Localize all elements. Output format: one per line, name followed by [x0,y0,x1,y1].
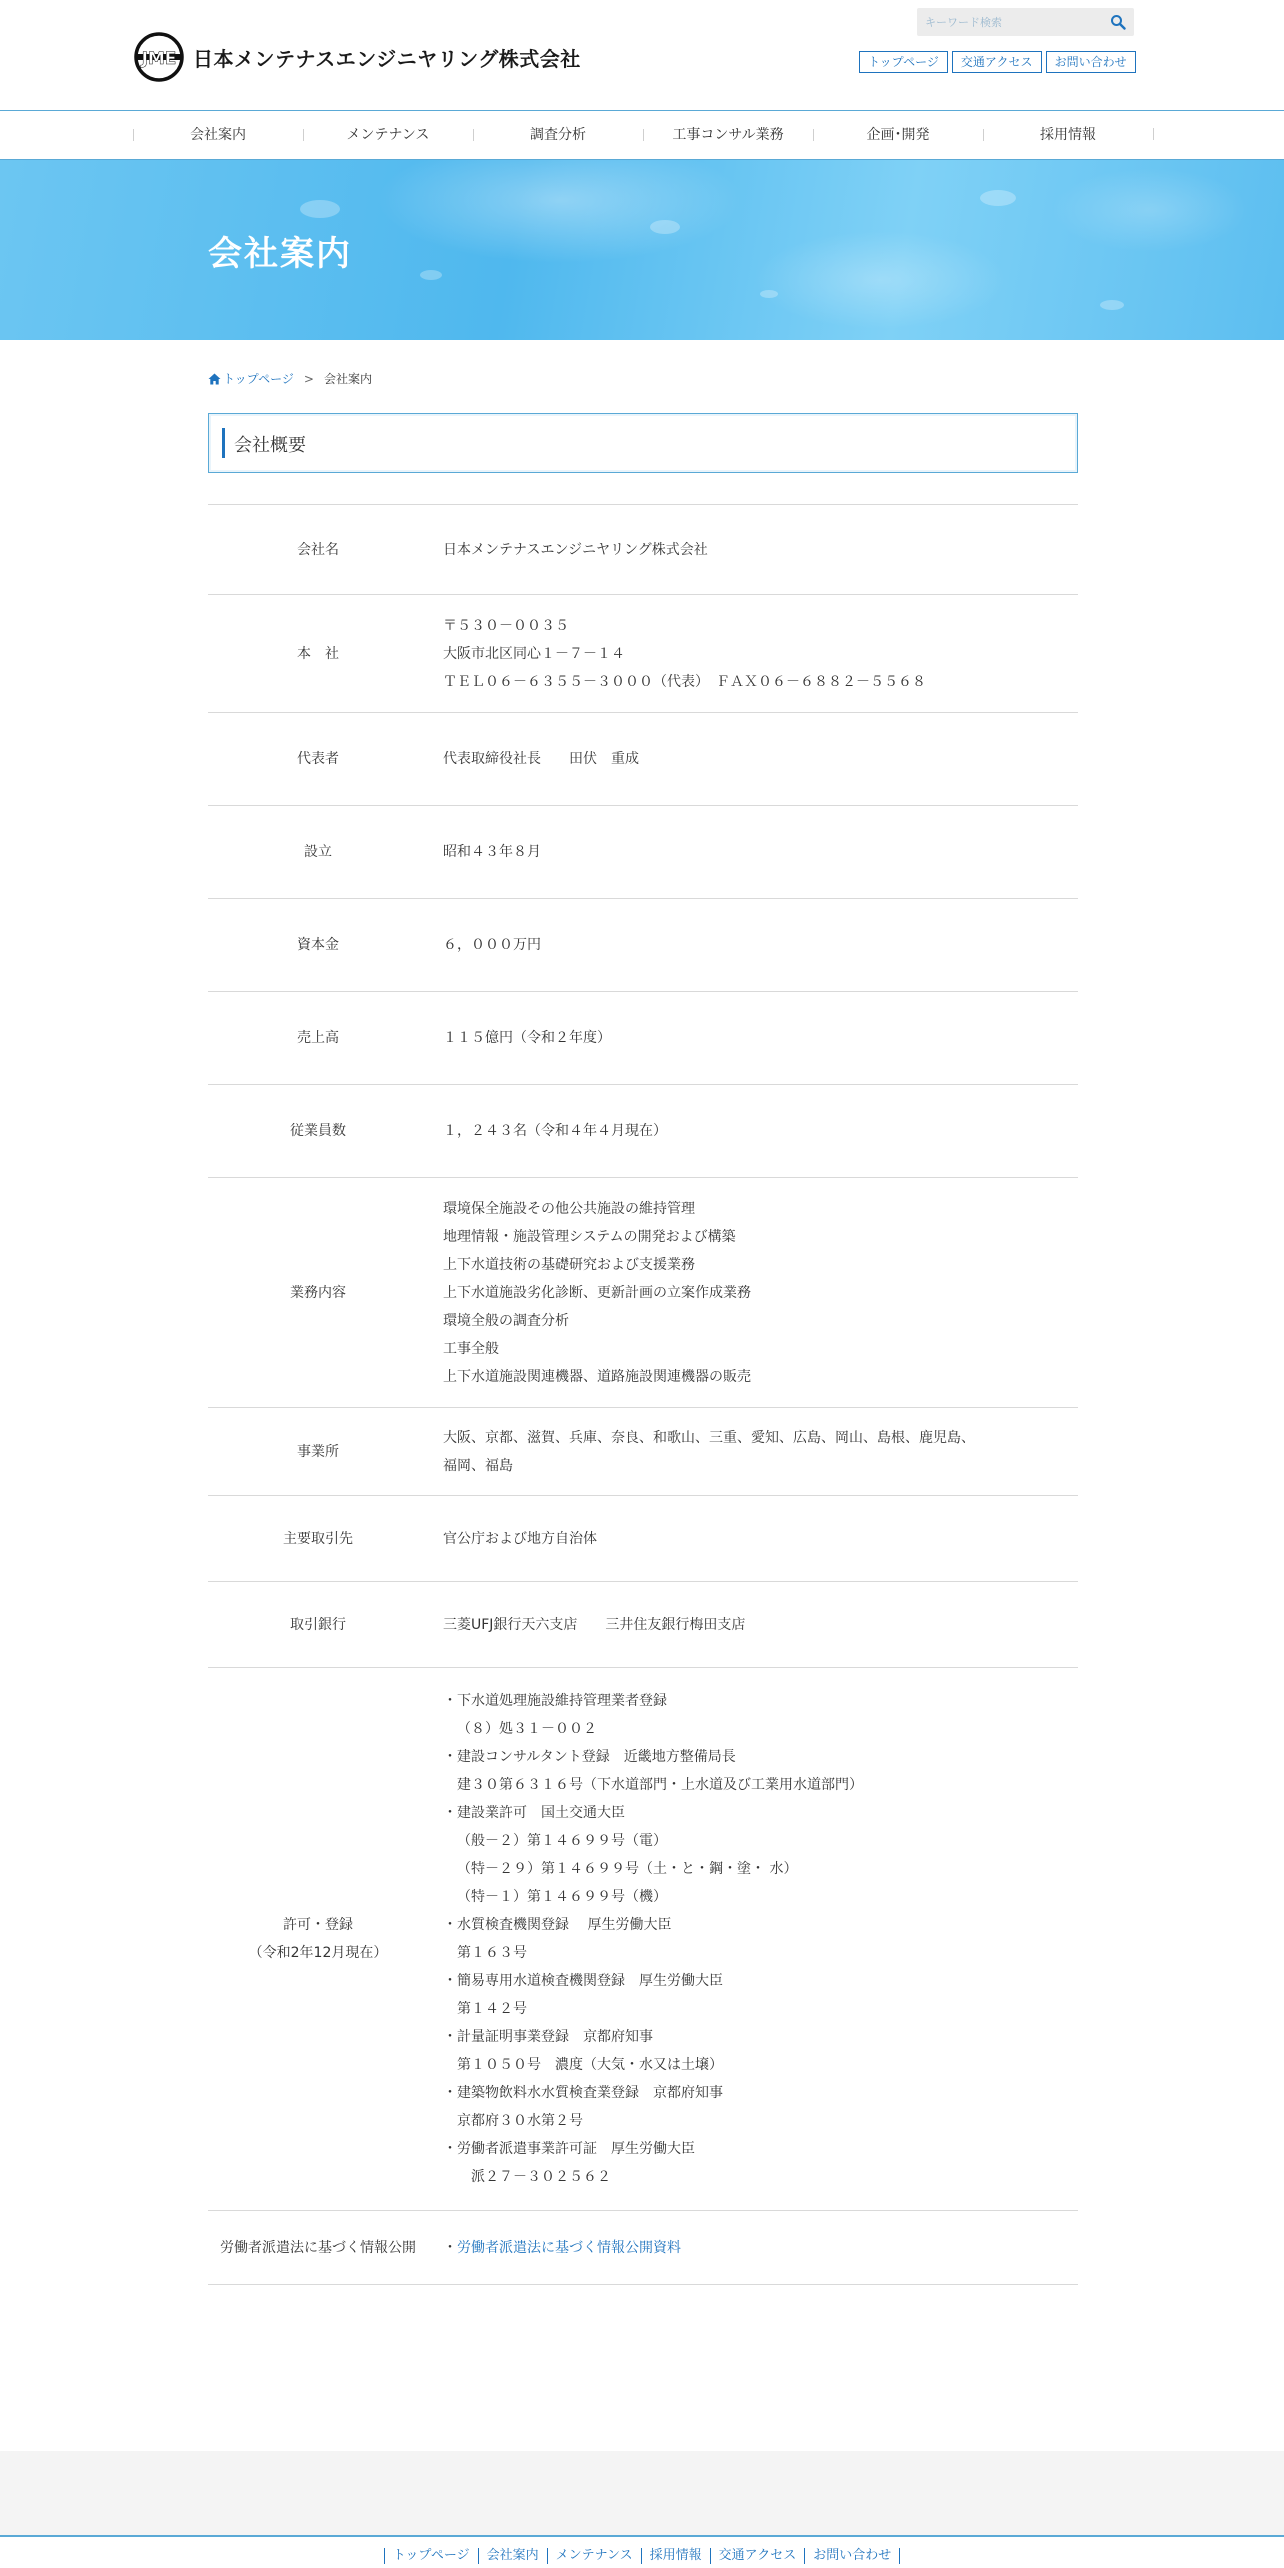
company-name: 日本メンテナスエンジニヤリング株式会社 [193,46,581,71]
row-label: 労働者派遣法に基づく情報公開 [220,2239,416,2256]
search-input[interactable] [917,9,1097,35]
table-row [208,2211,1078,2285]
row-label: 事業所 [297,1443,339,1460]
footer-nav [0,2548,1284,2564]
footer-divider [0,2535,1284,2537]
row-label: 業務内容 [290,1284,346,1301]
section-heading [208,413,1078,473]
row-value: 大阪、京都、滋賀、兵庫、奈良、和歌山、三重、愛知、広島、岡山、島根、鹿児島、 福岡、福島 [443,1429,975,1474]
footer-link-company[interactable]: 会社案内 [478,2548,547,2564]
company-info-table [208,504,1078,2285]
row-label: 本 社 [297,645,339,662]
row-value: ６，０００万円 [443,937,541,953]
jme-logo-icon [133,31,185,83]
row-value: 昭和４３年８月 [443,844,541,860]
breadcrumb-home-link[interactable] [208,370,294,387]
breadcrumb-current: 会社案内 [323,372,372,386]
nav-item-development[interactable]: 企画･開発 [813,111,983,159]
water-drop-decoration [420,270,442,280]
breadcrumb-home-label: トップページ [223,372,294,386]
util-link-access[interactable]: 交通アクセス [952,51,1042,73]
section-title: 会社概要 [234,435,306,456]
footer-link-top[interactable]: トップページ [384,2548,478,2564]
breadcrumb-separator: > [303,371,314,386]
row-value: 官公庁および地方自治体 [443,1530,597,1547]
site-logo[interactable] [133,31,581,83]
nav-divider [1153,128,1154,140]
search-box [917,8,1134,36]
row-label: 代表者 [297,751,339,767]
util-link-top[interactable]: トップページ [859,51,948,73]
row-value: 〒５３０－００３５ 大阪市北区同心１－７－１４ ＴＥＬ０６－６３５５－３０００（代表） ＦＡＸ０６－６８８２－５５６８ [443,617,926,690]
footer-link-recruit[interactable]: 採用情報 [641,2548,710,2564]
water-drop-decoration [1100,300,1124,310]
row-value: 日本メンテナスエンジニヤリング株式会社 [443,541,708,558]
row-value: 三菱UFJ銀行天六支店 三井住友銀行梅田支店 [443,1616,746,1633]
home-icon [208,373,221,385]
table-row [208,1085,1078,1178]
nav-item-analysis[interactable]: 調査分析 [473,111,643,159]
disclosure-document-link[interactable]: 労働者派遣法に基づく情報公開資料 [457,2239,681,2256]
table-row [208,1496,1078,1582]
table-row [208,806,1078,899]
row-value: １１５億円（令和２年度） [443,1030,611,1046]
footer-link-access[interactable]: 交通アクセス [710,2548,805,2564]
footer-link-contact[interactable]: お問い合わせ [804,2548,900,2564]
table-row [208,595,1078,713]
table-row [208,713,1078,806]
row-value: 代表取締役社長 田伏 重成 [443,751,639,767]
row-value [428,2211,1078,2285]
table-row [208,1178,1078,1408]
svg-text:JME: JME [141,49,177,69]
table-row [208,899,1078,992]
table-row [208,1408,1078,1496]
water-drop-decoration [980,190,1016,206]
table-row [208,1668,1078,2211]
page-title: 会社案内 [208,234,352,274]
table-row [208,505,1078,595]
row-value: 環境保全施設その他公共施設の維持管理 地理情報・施設管理システムの開発および構築 上下水道技術の基礎研究および支援業務 上下水道施設劣化診断、更新計画の立案作成業務 環境全般の調査分析 工事全般 上下水道施設関連機器、道路施設関連機器の販売 [443,1200,751,1385]
table-row [208,1582,1078,1668]
row-value: ・下水道処理施設維持管理業者登録 （８）処３１－００２ ・建設コンサルタント登録 近畿地方整備局長 建３０第６３１６号（下水道部門・上水道及び工業用水道部門） ・建設業許可 国土交通大臣 （般－２）第１４６９９号（電） （特－２９）第１４６９９号（土・と・鋼・塗・ 水） （特－１）第１４６９９号（機） ・水質検査機関登録 厚生労働大臣 第１６３号 ・簡易専用水道検査機関登録 厚生労働大臣 第１４２号 ・計量証明事業登録 京都府知事 第１０５０号 濃度（大気・水又は土壌） ・建築物飲料水水質検査業登録 京都府知事 京都府３０水第２号 ・労働者派遣事業許可証 厚生労働大臣 派２７－３０２５６２ [443,1693,863,2185]
nav-item-maintenance[interactable]: メンテナンス [303,111,473,159]
row-label: 主要取引先 [283,1530,353,1547]
row-label: 資本金 [297,937,339,953]
water-drop-decoration [760,290,778,298]
nav-item-company[interactable]: 会社案内 [133,111,303,159]
row-label: 許可・登録 （令和2年12月現在） [248,1917,388,1961]
utility-links [859,51,1136,73]
row-label: 売上高 [297,1030,339,1046]
nav-item-consulting[interactable]: 工事コンサル業務 [643,111,813,159]
row-label: 従業員数 [290,1123,346,1139]
footer-link-maintenance[interactable]: メンテナンス [547,2548,641,2564]
site-header [0,0,1284,110]
search-icon[interactable] [1110,14,1126,30]
row-value: １，２４３名（令和４年４月現在） [443,1123,667,1139]
row-label: 取引銀行 [290,1616,346,1633]
table-row [208,992,1078,1085]
row-label: 設立 [304,844,332,860]
water-drop-decoration [300,200,340,218]
row-label: 会社名 [297,541,339,558]
list-bullet: ・ [443,2239,457,2256]
water-drop-decoration [650,220,680,234]
breadcrumb [208,370,372,387]
util-link-contact[interactable]: お問い合わせ [1046,51,1136,73]
global-nav [0,110,1284,160]
page-hero-banner [0,160,1284,340]
nav-item-recruit[interactable]: 採用情報 [983,111,1153,159]
footer-band [0,2451,1284,2535]
